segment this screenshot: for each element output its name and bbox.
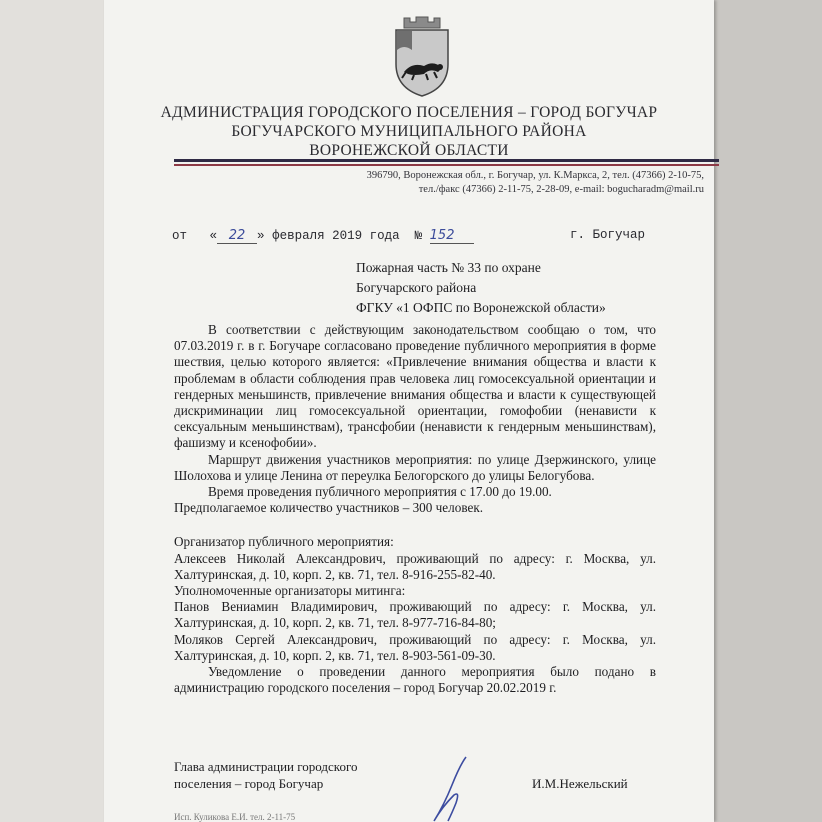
dateline-city: г. Богучар (570, 228, 646, 242)
background-right (710, 0, 822, 822)
letter-body (174, 322, 656, 696)
date-day: 22 (217, 228, 257, 244)
organizer-heading: Организатор публичного мероприятия: (174, 534, 394, 550)
paragraph-participants: Предполагаемое количество участников – 300 человек. (174, 500, 484, 516)
recipient-line-2: Богучарского района (356, 280, 477, 295)
coat-of-arms-icon (390, 14, 454, 98)
org-line-2: БОГУЧАРСКОГО МУНИЦИПАЛЬНОГО РАЙОНА (231, 123, 587, 140)
recipient-line-1: Пожарная часть № 33 по охране (356, 260, 541, 275)
header-rule-bottom (174, 164, 719, 166)
paragraph-purpose: В соответствии с действующим законодательством сообщаю о том, что 07.03.2019 г. в г. Богучаре согласовано проведение публичного мероприятия в форме шествия, целью которого является: «Привлечение внимания общества и власти к проблемам в области соблюдения прав человека лиц гомосексуальной ориентации и гендерных меньшинств, привлечение внимания общества и власти к существующей дискриминации лиц гомосексуальной ориентации, гомофобии (ненависти к сексуальным меньшинствам), трансфобии (ненависти к гендерным меньшинствам), фашизму и ксенофобии». (174, 322, 656, 451)
address-line-1: 396790, Воронежская обл., г. Богучар, ул. К.Маркса, 2, тел. (47366) 2-10-75, (366, 170, 704, 181)
date-prefix: от (172, 229, 188, 243)
date-month-year: февраля 2019 года (272, 229, 400, 243)
dateline (172, 228, 474, 244)
recipient-line-3: ФГКУ «1 ОФПС по Воронежской области» (356, 300, 606, 315)
signatory-title-line-2: поселения – город Богучар (174, 776, 324, 791)
date-quote-open: « (209, 229, 218, 243)
signatory-title-line-1: Глава администрации городского (174, 759, 358, 774)
authorized-person-1: Панов Вениамин Владимирович, проживающий по адресу: г. Москва, ул. Халтуринская, д. 10, корп. 2, кв. 71, тел. 8-977-716-84-80; (174, 599, 656, 631)
organizer-person: Алексеев Николай Александрович, проживающий по адресу: г. Москва, ул. Халтуринская, д. 10, корп. 2, кв. 71, тел. 8-916-255-82-40. (174, 550, 656, 582)
org-line-3: ВОРОНЕЖСКОЙ ОБЛАСТИ (309, 142, 509, 159)
signatory-title (174, 758, 357, 792)
authorized-person-2: Моляков Сергей Александрович, проживающий по адресу: г. Москва, ул. Халтуринская, д. 10, корп. 2, кв. 71, тел. 8-903-561-09-30. (174, 631, 656, 663)
background-left (0, 0, 110, 822)
signatory-name: И.М.Нежельский (532, 776, 628, 791)
number-label: № (414, 229, 423, 243)
document-page (104, 0, 714, 822)
org-line-1: АДМИНИСТРАЦИЯ ГОРОДСКОГО ПОСЕЛЕНИЯ – ГОРОД БОГУЧАР (160, 104, 658, 121)
document-number: 152 (430, 228, 474, 244)
authorized-heading: Уполномоченные организаторы митинга: (174, 583, 406, 599)
date-quote-close: » (257, 229, 265, 243)
paragraph-route: Маршрут движения участников мероприятия: по улице Дзержинского, улице Шолохова и улице Ленина от переулка Белогорского до улицы Белогубова. (174, 451, 656, 483)
recipient-block (356, 258, 606, 318)
address-block (254, 169, 704, 197)
organization-name (104, 103, 714, 160)
executor-note: Исп. Куликова Е.И. тел. 2-11-75 (174, 812, 296, 822)
handwritten-signature-icon (404, 755, 484, 822)
header-rule-top (174, 159, 719, 162)
paragraph-time: Время проведения публичного мероприятия с 17.00 до 19.00. (208, 484, 552, 500)
paragraph-notice: Уведомление о проведении данного мероприятия было подано в администрацию городского поселения – город Богучар 20.02.2019 г. (174, 664, 656, 696)
address-line-2: тел./факс (47366) 2-11-75, 2-28-09, e-mail: bogucharadm@mail.ru (418, 184, 704, 195)
